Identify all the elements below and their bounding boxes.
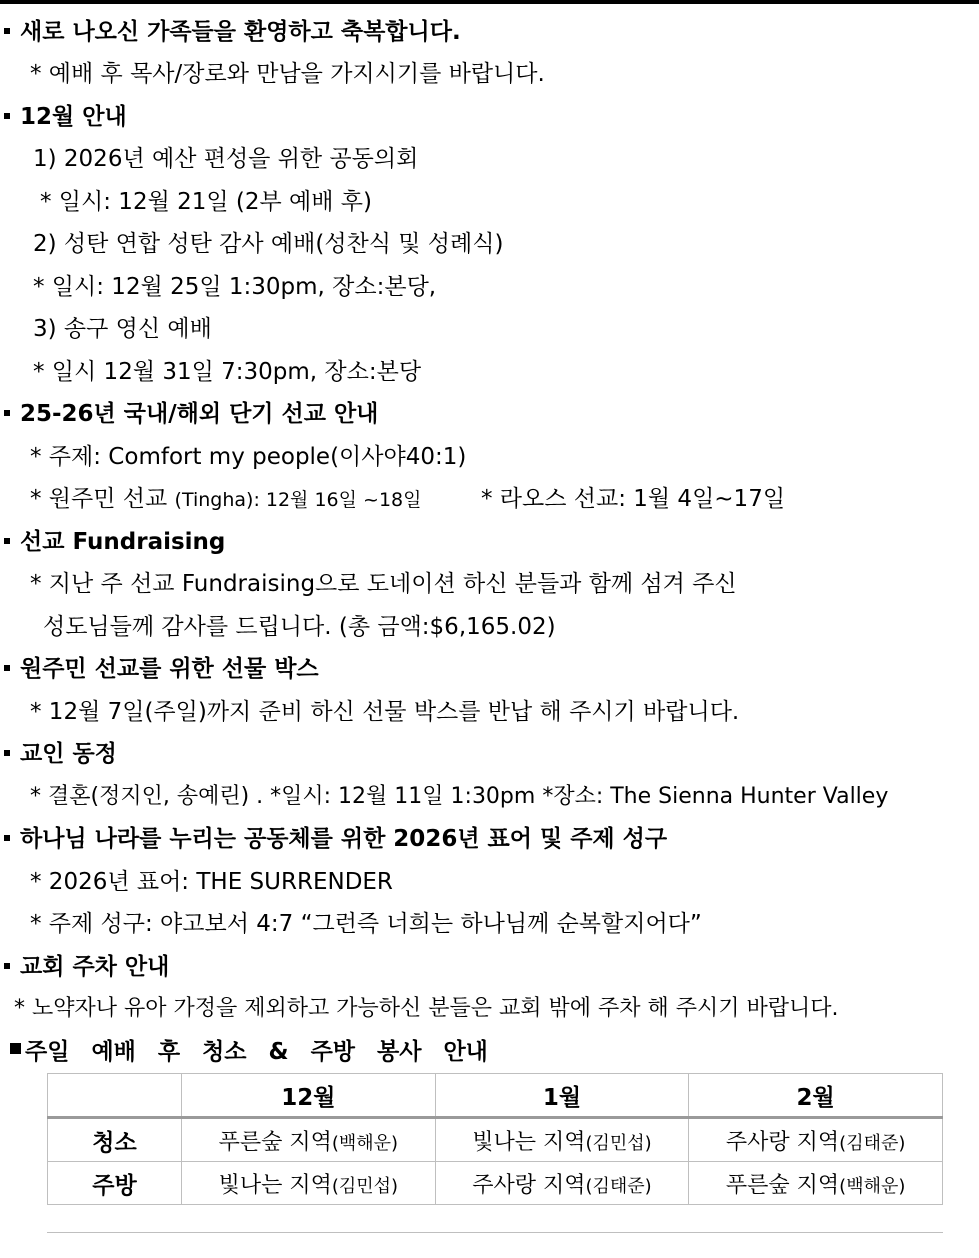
- gift-box-line: * 12월 7일(주일)까지 준비 하신 선물 박스를 반납 해 주시기 바랍니다.: [30, 699, 740, 725]
- parking-heading: 교회 주차 안내: [4, 952, 169, 982]
- mission-native: * 원주민 선교 (Tingha): 12월 16일 ~18일: [30, 486, 422, 512]
- fundraising-line-2: 성도님들께 감사를 드립니다. (총 금액:$6,165.02): [43, 614, 556, 640]
- table-cell: 푸른숲 지역(백해운): [689, 1162, 943, 1205]
- bottom-rule: [47, 1232, 943, 1233]
- month-header: 2월: [689, 1074, 943, 1118]
- square-bullet-icon: [4, 835, 10, 841]
- row-label: 청소: [48, 1118, 182, 1162]
- square-bullet-icon: [4, 665, 10, 671]
- december-item-2: 2) 성탄 연합 성탄 감사 예배(성찬식 및 성례식): [33, 231, 504, 257]
- square-bullet-icon: [4, 963, 10, 969]
- top-rule: [0, 0, 979, 4]
- welcome-heading: 새로 나오신 가족들을 환영하고 축복합니다.: [4, 17, 461, 47]
- table-cell: 주사랑 지역(김태준): [435, 1162, 689, 1205]
- month-header: 1월: [435, 1074, 689, 1118]
- december-heading: 12월 안내: [4, 102, 127, 132]
- december-item-2-detail: * 일시: 12월 25일 1:30pm, 장소:본당,: [33, 274, 437, 300]
- december-item-1: 1) 2026년 예산 편성을 위한 공동의회: [33, 146, 419, 172]
- mission-laos: * 라오스 선교: 1월 4일~17일: [481, 486, 786, 512]
- table-row: [48, 1118, 943, 1162]
- table-cell: 빛나는 지역(김민섭): [435, 1118, 689, 1162]
- square-bullet-icon: [4, 410, 10, 416]
- square-bullet-icon: [4, 113, 10, 119]
- parking-line: * 노약자나 유아 가정을 제외하고 가능하신 분들은 교회 밖에 주차 해 주시기 바랍니다.: [14, 996, 839, 1021]
- table-header-row: [48, 1074, 943, 1118]
- square-bullet-icon: [4, 28, 10, 34]
- welcome-note: * 예배 후 목사/장로와 만남을 가지시기를 바랍니다.: [30, 61, 545, 87]
- mission-heading: 25-26년 국내/해외 단기 선교 안내: [4, 399, 378, 429]
- row-label: 주방: [48, 1162, 182, 1205]
- december-item-1-detail: * 일시: 12월 21일 (2부 예배 후): [40, 189, 372, 215]
- duty-title: 주일 예배 후 청소 & 주방 봉사 안내: [10, 1037, 510, 1067]
- members-heading: 교인 동정: [4, 739, 117, 769]
- square-bullet-icon: [4, 750, 10, 756]
- month-header: 12월: [182, 1074, 436, 1118]
- december-item-3-detail: * 일시 12월 31일 7:30pm, 장소:본당: [33, 359, 422, 385]
- gift-box-heading: 원주민 선교를 위한 선물 박스: [4, 654, 319, 684]
- motto-heading: 하나님 나라를 누리는 공동체를 위한 2026년 표어 및 주제 성구: [4, 824, 667, 854]
- table-cell: 푸른숲 지역(백해운): [182, 1118, 436, 1162]
- members-line: * 결혼(정지인, 송예린) . *일시: 12월 11일 1:30pm *장소: The Sienna Hunter Valley: [30, 784, 889, 809]
- square-bullet-icon: [4, 538, 10, 544]
- table-row: [48, 1162, 943, 1205]
- duty-table: [47, 1073, 943, 1205]
- fundraising-line-1: * 지난 주 선교 Fundraising으로 도네이션 하신 분들과 함께 섬겨 주신: [30, 571, 737, 597]
- mission-theme: * 주제: Comfort my people(이사야40:1): [30, 444, 467, 470]
- fundraising-heading: 선교 Fundraising: [4, 527, 225, 557]
- table-cell: 주사랑 지역(김태준): [689, 1118, 943, 1162]
- table-cell: 빛나는 지역(김민섭): [182, 1162, 436, 1205]
- december-item-3: 3) 송구 영신 예배: [33, 316, 212, 342]
- square-bullet-icon: [10, 1043, 21, 1054]
- motto-line: * 2026년 표어: THE SURRENDER: [30, 869, 393, 895]
- verse-line: * 주제 성구: 야고보서 4:7 “그런즉 너희는 하나님께 순복할지어다”: [30, 911, 702, 937]
- table-corner-cell: [48, 1074, 182, 1118]
